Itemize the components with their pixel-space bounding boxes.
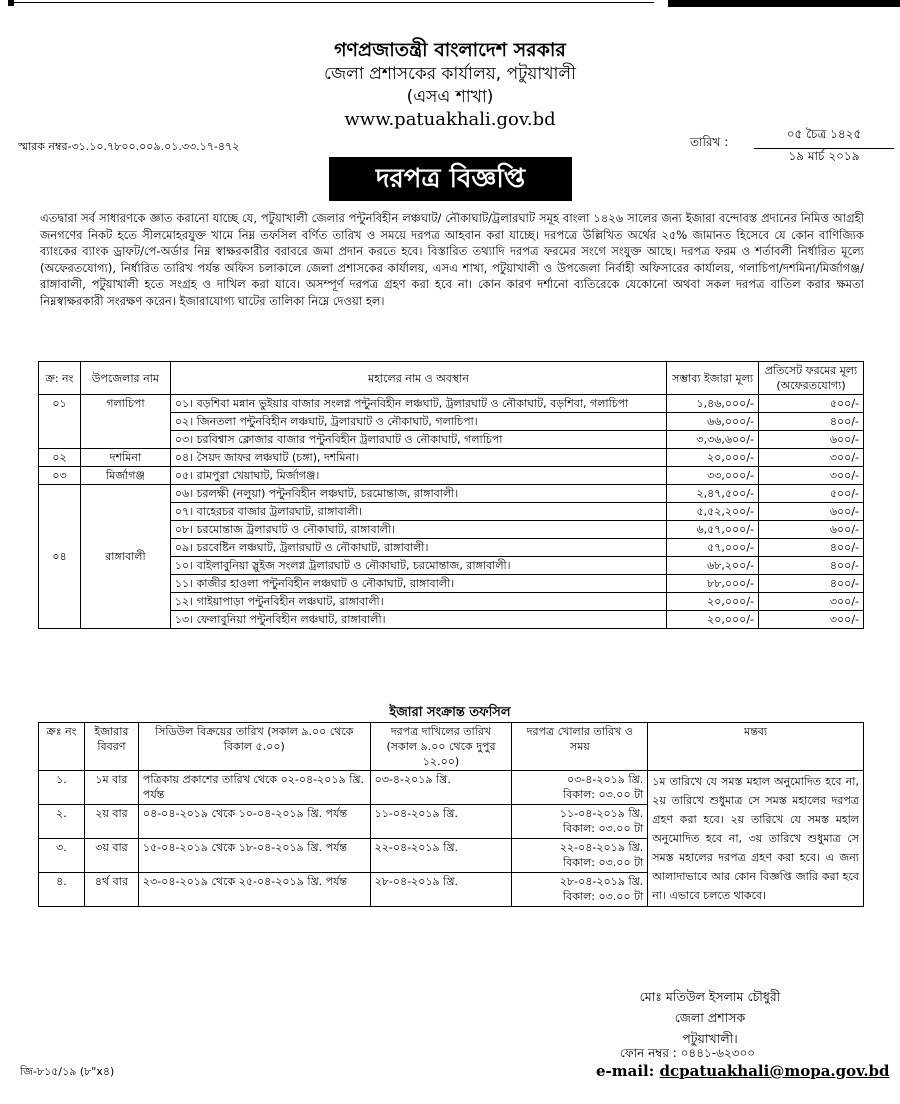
row-sl: ০৪ (39, 485, 81, 629)
date-bangla: ০৫ চৈত্র ১৪২৫ (754, 126, 894, 149)
row-submit-date: ২২-০৪-২০১৯ খ্রি. (370, 839, 512, 873)
ghat-table (38, 361, 864, 629)
row-mahal: ০৭। বাহেরচর বাজার ট্রলারঘাট, রাঙ্গাবালী। (170, 503, 666, 521)
row-mahal: ০১। বড়শিবা মন্নান ভুইয়ার বাজার সংলগ্ন পন্টুনবিহীন লঞ্চঘাট, ট্রলারঘাট ও নৌকাঘাট, বড়শিবা, গলাচিপা (170, 395, 666, 413)
ghat-table-header (39, 362, 864, 395)
col-sl: ক্র: নং (39, 362, 81, 395)
open-date: ২২-০৪-২০১৯ খ্রি. (559, 841, 644, 854)
row-sale-date: ০৪-০৪-২০১৯ থেকে ১০-০৪-২০১৯ খ্রি. পর্যন্ত (138, 805, 370, 839)
row-open-date (512, 805, 648, 839)
email-label: e-mail: (596, 1062, 655, 1080)
row-form-price: ৪০০/- (759, 413, 864, 431)
date-english: ১৯ মার্চ ২০১৯ (788, 149, 860, 163)
notice-title: দরপত্র বিজ্ঞপ্তি (329, 157, 572, 201)
row-form-price: ৫০০/- (759, 395, 864, 413)
letterhead (0, 38, 900, 132)
row-mahal: ১০। বাইলাবুনিয়া স্লুইজ সংলগ্ন ট্রলারঘাট ও নৌকাঘাট, চরমোন্তাজ, রাঙ্গাবালী। (170, 557, 666, 575)
row-open-date (512, 839, 648, 873)
signatory-location: পটুয়াখালী। (682, 1031, 738, 1046)
row-sl: ০১ (39, 395, 81, 449)
row-value: ৩,৩৬,৬০০/- (667, 431, 759, 449)
row-value: ২০,০০০/- (667, 449, 759, 467)
row-mahal: ০৩। চরবিশ্বাস ক্লোজার বাজার পন্টুনবিহীন ট্রলারঘাট ও নৌকাঘাট, গলাচিপা (170, 431, 666, 449)
row-form-price: ৩০০/- (759, 467, 864, 485)
row-form-price: ৬০০/- (759, 431, 864, 449)
col-remarks: মন্তব্য (648, 723, 864, 771)
remarks-cell: ১ম তারিখে যে সমস্ত মহাল অনুমোদিত হবে না, ২য় তারিখে শুধুমাত্র সে সমস্ত মহালের দরপত্র গ্রহণ করা হবে। ২য় তারিখে যে সমস্ত মহাল অনুমোদিত হবে না, ৩য় তারিখে শুধুমাত্র সে সমস্ত মহালের দরপত্র গ্রহণ করা হবে। এ জন্য আলাদাভাবে আর কোন বিজ্ঞপ্তি জারি করা হবে না। এভাবে চলতে থাকবে। (648, 771, 864, 907)
row-round: ১ম বার (84, 771, 138, 805)
schedule-title: ইজারা সংক্রান্ত তফসিল (389, 705, 511, 720)
row-sl: ৪. (39, 873, 85, 907)
table-row (39, 467, 864, 485)
row-sale-date: ২৩-০৪-২০১৯ থেকে ২৫-০৪-২০১৯ খ্রি. পর্যন্ত (138, 873, 370, 907)
table-row (39, 485, 864, 503)
row-mahal: ১১। কাজীর হাওলা পন্টুনবিহীন লঞ্চঘাট ও নৌকাঘাট, রাঙ্গাবালী। (170, 575, 666, 593)
row-submit-date: ১১-০৪-২০১৯ খ্রি. (370, 805, 512, 839)
row-value: ৬৮,২০০/- (667, 557, 759, 575)
row-sale-date: ১৫-০৪-২০১৯ থেকে ১৮-০৪-২০১৯ খ্রি. পর্যন্ত (138, 839, 370, 873)
row-submit-date: ২৮-০৪-২০১৯ খ্রি. (370, 873, 512, 907)
row-form-price: ৩০০/- (759, 611, 864, 629)
email-line (596, 1062, 890, 1080)
row-value: ২০,০০০/- (667, 611, 759, 629)
col-mahal: মহালের নাম ও অবস্থান (170, 362, 666, 395)
open-time: বিকাল: ০৩.০০ টা (562, 890, 644, 903)
reference-code: জি-৮১৫/১৯ (৮"x৪) (20, 1065, 115, 1078)
row-form-price: ৪০০/- (759, 575, 864, 593)
row-round: ৩য় বার (84, 839, 138, 873)
row-round: ২য় বার (84, 805, 138, 839)
row-mahal: ০৫। রামপুরা খেয়াঘাট, মির্জাগঞ্জ। (170, 467, 666, 485)
row-upazila: গলাচিপা (80, 395, 170, 449)
row-mahal: ০৯। চরবেষ্টিন লঞ্চঘাট, ট্রলারঘাট ও নৌকাঘাট, রাঙ্গাবালী। (170, 539, 666, 557)
col-submit-date: দরপত্র দাখিলের তারিখ (সকাল ৯.০০ থেকে দুপুর ১২.০০) (370, 723, 512, 771)
open-time: বিকাল: ০৩.০০ টা (562, 822, 644, 835)
schedule-table-header (39, 723, 864, 771)
date-label: তারিখ : (690, 135, 729, 149)
row-mahal: ০৪। সৈয়দ জাফর লঞ্চঘাট (চঙ্গা), দশমিনা। (170, 449, 666, 467)
table-row (39, 449, 864, 467)
col-value: সম্ভাব্য ইজারা মূল্য (667, 362, 759, 395)
row-open-date (512, 771, 648, 805)
row-upazila: দশমিনা (80, 449, 170, 467)
row-sl: ০৩ (39, 467, 81, 485)
table-row (39, 771, 864, 805)
row-open-date (512, 873, 648, 907)
row-form-price: ৩০০/- (759, 593, 864, 611)
row-sl: ১. (39, 771, 85, 805)
row-sl: ২. (39, 805, 85, 839)
branch-name: (এসএ শাখা) (406, 87, 494, 107)
table-row (39, 395, 864, 413)
row-submit-date: ০৩-৪-২০১৯ খ্রি. (370, 771, 512, 805)
row-mahal: ০৬। চরলক্ষী (নলুয়া) পন্টুনবিহীন লঞ্চঘাট, চরমোন্তাজ, রাঙ্গাবালী। (170, 485, 666, 503)
office-name: জেলা প্রশাসকের কার্যালয়, পটুয়াখালী (324, 64, 576, 84)
row-upazila: রাঙ্গাবালী (80, 485, 170, 629)
row-value: ২০,০০০/- (667, 593, 759, 611)
open-time: বিকাল: ০৩.০০ টা (562, 856, 644, 869)
open-date: ০৩-৪-২০১৯ খ্রি. (566, 773, 644, 786)
open-date: ১১-০৪-২০১৯ খ্রি. (559, 807, 644, 820)
website-link[interactable]: www.patuakhali.gov.bd (344, 109, 556, 130)
row-mahal: ০২। জিনতলা পন্টুনবিহীন লঞ্চঘাট, ট্রলারঘাট ও নৌকাঘাট, গলাচিপা। (170, 413, 666, 431)
row-form-price: ৩০০/- (759, 449, 864, 467)
open-time: বিকাল: ০৩.০০ টা (562, 788, 644, 801)
row-form-price: ৫০০/- (759, 485, 864, 503)
col-round: ইজারার বিবরণ (84, 723, 138, 771)
top-border (0, 0, 900, 8)
row-value: ৫,৫২,২০০/- (667, 503, 759, 521)
schedule-table (38, 722, 864, 907)
row-upazila: মির্জাগঞ্জ (80, 467, 170, 485)
row-sl: ০২ (39, 449, 81, 467)
government-name: গণপ্রজাতন্ত্রী বাংলাদেশ সরকার (334, 39, 566, 61)
row-mahal: ০৮। চরমোন্তাজ ট্রলারঘাট ও নৌকাঘাট, রাঙ্গাবালী। (170, 521, 666, 539)
row-value: ৫৭,০০০/- (667, 539, 759, 557)
row-sl: ৩. (39, 839, 85, 873)
open-date: ২৮-০৪-২০১৯ খ্রি. (559, 875, 644, 888)
row-value: ১,৪৬,০০০/- (667, 395, 759, 413)
row-form-price: ৬০০/- (759, 503, 864, 521)
row-value: ৬,৫৭,০০০/- (667, 521, 759, 539)
col-open-date: দরপত্র খোলার তারিখ ও সময় (512, 723, 648, 771)
email-link[interactable]: dcpatuakhali@mopa.gov.bd (659, 1062, 890, 1080)
row-round: ৪র্থ বার (84, 873, 138, 907)
row-form-price: ৪০০/- (759, 539, 864, 557)
signatory-designation: জেলা প্রশাসক (674, 1010, 746, 1025)
row-mahal: ১২। গাইয়াপাড়া পন্টুনবিহীন লঞ্চঘাট, রাঙ্গাবালী। (170, 593, 666, 611)
col-sl: ক্রঃ নং (39, 723, 85, 771)
signatory-name: মোঃ মতিউল ইসলাম চৌধুরী (639, 989, 781, 1004)
row-mahal: ১৩। ফেলাবুনিয়া পন্টুনবিহীন লঞ্চঘাট, রাঙ্গাবালী। (170, 611, 666, 629)
col-sale-date: সিডিউল বিক্রয়ের তারিখ (সকাল ৯.০০ থেকে বিকাল ৫.০০) (138, 723, 370, 771)
phone-number: ফোন নম্বর : ০৪৪১-৬২৩০০ (620, 1046, 756, 1060)
row-value: ৮৮,০০০/- (667, 575, 759, 593)
row-value: ৩৩,০০০/- (667, 467, 759, 485)
signature-block (560, 986, 860, 1049)
memo-number: স্মারক নম্বর-৩১.১০.৭৮০০.০০৯.০১.৩৩.১৭-৪৭২ (18, 140, 240, 153)
row-form-price: ৬০০/- (759, 521, 864, 539)
row-value: ২,৪৭,৫০০/- (667, 485, 759, 503)
row-sale-date: পত্রিকায় প্রকাশের তারিখ থেকে ০২-০৪-২০১৯ খ্রি. পর্যন্ত (138, 771, 370, 805)
col-upazila: উপজেলার নাম (80, 362, 170, 395)
col-form-price: প্রতিসেট ফরমের মূল্য (অফেরতযোগ্য) (759, 362, 864, 395)
intro-paragraph: এতদ্বারা সর্ব সাধারণকে জ্ঞাত করানো যাচ্ছে যে, পটুয়াখালী জেলার পন্টুনবিহীন লঞ্চঘাট/ নৌকাঘাট/ট্রলারঘাট সমূহ বাংলা ১৪২৬ সালের জন্য ইজারা বন্দোবস্ত প্রদানের নিমিত্ত আগ্রহী জনগণের নিকট হতে সীলমোহরযুক্ত খামে নিম্ন তফসিল বর্ণিত তারিখ ও সময়ে দরপত্র আহবান করা যাচ্ছে। দরপত্রে উল্লিখিত অর্থের ২৫% জামানত হিসেবে যে কোন বাণিজ্যিক ব্যাংকের ব্যাংক ড্রাফট/পে-অর্ডার নিম্ন স্বাক্ষরকারীর বরাবরে জমা প্রদান করতে হবে। বিস্তারিত তথ্যাদি দরপত্র ফরমের সংগে সংযুক্ত আছে। দরপত্র ফরম ও শর্তাবলী নির্ধারিত মূল্যে (অফেরতযোগ্য), নির্ধারিত তারিখ পর্যন্ত অফিস চলাকালে জেলা প্রশাসকের কার্যালয়, এসএ শাখা, পটুয়াখালী ও উপজেলা নির্বাহী অফিসারের কার্যালয়, গলাচিপা/দশমিনা/মির্জাগঞ্জ/রাঙ্গাবালী, পটুয়াখালী হতে সংগ্রহ ও দাখিল করা যাবে। অসম্পূর্ণ দরপত্র গ্রহণ করা হবে না। কোন কারণ দর্শানো ব্যতিরেকে যেকোনো অথবা সকল দরপত্র বাতিল করার ক্ষমতা নিম্নস্বাক্ষরকারী সংরক্ষণ করেন। ইজারাযোগ্য ঘাটের তালিকা নিম্নে দেওয়া হল। (40, 211, 864, 308)
row-value: ৬৬,০০০/- (667, 413, 759, 431)
row-form-price: ৪০০/- (759, 557, 864, 575)
